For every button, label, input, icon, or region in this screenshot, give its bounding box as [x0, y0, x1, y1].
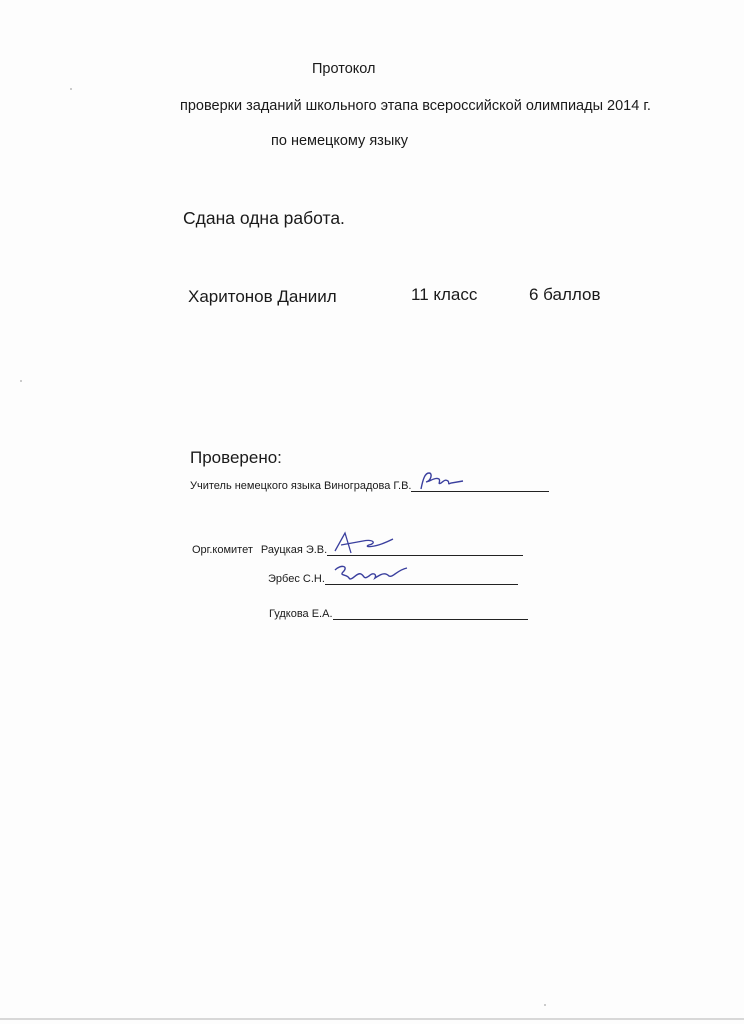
- signature-teacher-icon: [417, 469, 467, 493]
- signature-line: [333, 607, 528, 620]
- signature-row-committee-3: [269, 607, 528, 620]
- signature-line: [411, 479, 549, 492]
- committee-member-1: Рауцкая Э.В.: [260, 544, 328, 556]
- document-title: Протокол: [312, 61, 376, 77]
- signature-member-2-icon: [331, 562, 411, 586]
- document-subject: по немецкому языку: [271, 133, 409, 149]
- scan-speck: [70, 88, 72, 90]
- document-subtitle: проверки заданий школьного этапа всероссийской олимпиады 2014 г.: [180, 98, 651, 114]
- signature-row-committee-2: [268, 572, 518, 585]
- student-grade: 11 класс: [411, 285, 478, 304]
- scan-bottom-edge: [0, 1018, 744, 1020]
- signature-row-teacher: [190, 479, 549, 492]
- teacher-label: Учитель немецкого языка Виноградова Г.В.: [190, 480, 412, 492]
- submitted-count: Сдана одна работа.: [183, 208, 345, 228]
- signature-member-1-icon: [333, 527, 403, 557]
- scan-speck: [544, 1004, 546, 1006]
- signature-line: [327, 543, 523, 556]
- student-name: Харитонов Даниил: [188, 287, 337, 306]
- signature-row-committee-1: [192, 543, 523, 556]
- signature-line: [325, 572, 518, 585]
- committee-label: Орг.комитет: [192, 544, 253, 556]
- committee-member-2: Эрбес С.Н.: [268, 573, 325, 585]
- verified-heading: Проверено:: [190, 448, 282, 467]
- scan-speck: [20, 380, 22, 382]
- committee-member-3: Гудкова Е.А.: [269, 608, 333, 620]
- student-score: 6 баллов: [529, 285, 601, 304]
